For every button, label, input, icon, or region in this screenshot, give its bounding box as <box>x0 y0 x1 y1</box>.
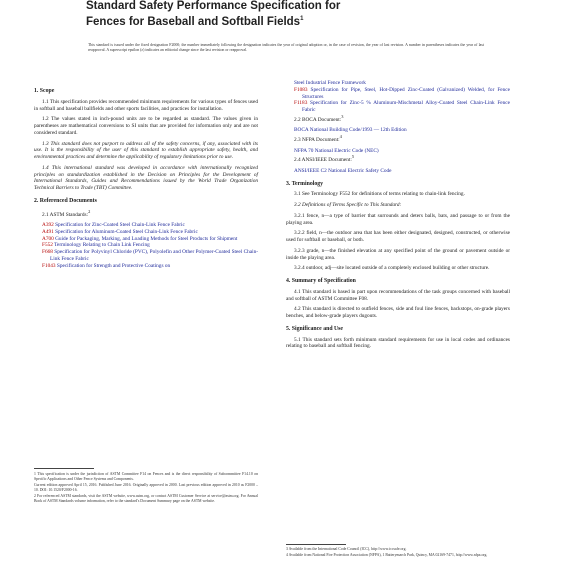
footnote-1: 1 This specification is under the jurisdiction of ASTM Committee F14 on Fences and is the direct responsibility of Subcommittee F14.10 on Specific Applications and Other Fence Systems and Components. <box>34 472 258 481</box>
title-line-1: Standard Safety Performance Specification for <box>86 0 341 12</box>
section-4-heading: 4. Summary of Specification <box>286 278 356 285</box>
para-5-1: 5.1 This standard sets forth minimum standard requirements for use in local codes and ordinances relating to baseball and softball fencing. <box>286 336 510 350</box>
ref-ansi[interactable]: ANSI/IEEE C2 National Electric Safety Code <box>294 167 392 174</box>
footnote-divider-right <box>286 544 346 545</box>
para-3-1: 3.1 See Terminology F552 for definitions of terms relating to chain-link fencing. <box>294 191 465 198</box>
para-1-1: 1.1 This specification provides recommended minimum requirements for various types of fences used in softball and baseball ballfields and other sports facilities, and practices for installation. <box>34 98 258 112</box>
ref-f1043[interactable]: F1043 Specification for Strength and Protective Coatings on <box>42 262 171 269</box>
section-1-heading: 1. Scope <box>34 88 55 94</box>
footnote-3: 3 Available from the International Code Council (ICC), http://www.iccsafe.org. <box>286 547 407 551</box>
para-2-2: 2.2 BOCA Document:$^3$ <box>294 113 344 123</box>
left-column <box>34 82 258 269</box>
ref-f1043-continued[interactable]: Steel Industrial Fence Framework <box>294 80 366 86</box>
footnote-1-edition: Current edition approved April 15, 2016. Published June 2016. Originally approved in 2000. Last previous edition approved in 2010 as F2000 – 10. DOI: 10.1520/F2000-16. <box>34 483 258 492</box>
section-5-heading: 5. Significance and Use <box>286 325 344 332</box>
para-3-2-3: 3.2.3 grade, n—the finished elevation at any specified point of the ground or pavement outside or inside the playing area. <box>286 247 510 261</box>
footnotes-right <box>286 547 510 560</box>
para-2-4: 2.4 ANSI/IEEE Document:$^5$ <box>294 154 355 164</box>
para-3-2-1: 3.2.1 fence, n—a type of barrier that surrounds and deters balls, bats, and passage to or from the playing area. <box>286 212 510 226</box>
designation-note: This standard is issued under the fixed designation F2000; the number immediately following the designation indicates the year of original adoption or, in the case of revision, the year of last revision. A number in parentheses indicates the year of last reapproval. A superscript epsilon (ε) indicates an editorial change since the last revision or reapproval. <box>88 43 484 52</box>
ref-f1183[interactable]: F1183 Specification for Zinc-5 % Aluminum-Mischmetal Alloy-Coated Steel Chain-Link Fence Fabric <box>294 100 510 113</box>
para-1-4: 1.4 This international standard was developed in accordance with internationally recognized principles on standardization established in the Decision on Principles for the Development of International Standards, Guides and Recommendations issued by the World Trade Organization Technical Barriers to Trade (TBT) Committee. <box>34 164 258 191</box>
document-title <box>86 0 486 29</box>
para-3-2-4: 3.2.4 outdoor, adj—site located outside of a completely enclosed building or other structure. <box>294 265 490 272</box>
ref-boca[interactable]: BOCA National Building Code/1993 — 12th Edition <box>294 127 407 134</box>
footnote-4: 4 Available from National Fire Protection Association (NFPA), 1 Batterymarch Park, Quincy, MA 02169-7471, http://www.nfpa.org. <box>286 553 488 558</box>
ref-f1083[interactable]: F1083 Specification for Pipe, Steel, Hot-Dipped Zinc-Coated (Galvanized) Welded, for Fence Structures <box>294 86 510 100</box>
ref-a392[interactable]: A392 Specification for Zinc-Coated Steel Chain-Link Fence Fabric <box>42 222 185 229</box>
para-2-1: 2.1 ASTM Standards:$^2$ <box>42 208 91 218</box>
footnote-divider-left <box>34 468 94 469</box>
para-1-2: 1.2 The values stated in inch-pound units are to be regarded as standard. The values given in parentheses are mathematical conversions to SI units that are provided for information only and are not considered standard. <box>34 116 258 136</box>
para-2-3: 2.3 NFPA Document:$^4$ <box>294 134 342 143</box>
section-2-heading: 2. Referenced Documents <box>34 197 97 204</box>
ref-a491[interactable]: A491 Specification for Aluminum-Coated Steel Chain-Link Fence Fabric <box>42 228 198 235</box>
ref-nfpa[interactable]: NFPA 70 National Electric Code (NEC) <box>294 147 379 154</box>
right-column <box>286 80 510 354</box>
title-line-2: Fences for Baseball and Softball Fields$^1$ <box>86 15 304 28</box>
para-4-2: 4.2 This standard is directed to outfield fences, side and foul line fences, backstops, on-grade players benches, and below-grade players dugouts. <box>286 306 510 320</box>
ref-f668[interactable]: F668 Specification for Polyvinyl Chloride (PVC), Polyolefin and Other Polymer-Coated Steel Chain-Link Fence Fabric <box>42 249 258 262</box>
footnotes-left <box>34 472 258 505</box>
footnote-2: 2 For referenced ASTM standards, visit the ASTM website, www.astm.org, or contact ASTM Customer Service at service@astm.org. For Annual Book of ASTM Standards volume information, refer to the standard's Document Summary page on the ASTM website. <box>34 494 258 503</box>
ref-a700[interactable]: A700 Guide for Packaging, Marking, and Loading Methods for Steel Products for Shipment <box>42 235 238 242</box>
para-1-3: 1.3 This standard does not purport to address all of the safety concerns, if any, associated with its use. It is the responsibility of the user of this standard to establish appropriate safety, health, and environmental practices and determine the applicability of regulatory limitations prior to use. <box>34 140 258 160</box>
para-3-2: 3.2 Definitions of Terms Specific to This Standard: <box>294 202 402 209</box>
title-footnote-marker: 1 <box>300 16 304 22</box>
section-3-heading: 3. Terminology <box>286 180 324 187</box>
para-3-2-2: 3.2.2 field, n—the outdoor area that has been either designated, designed, constructed, or otherwise used for softball or baseball, or both. <box>286 230 510 244</box>
ref-f552[interactable]: F552 Terminology Relating to Chain Link Fencing <box>42 242 150 249</box>
para-4-1: 4.1 This standard is based in part upon recommendations of the task groups concerned with baseball and softball of ASTM Committee F08. <box>286 288 510 302</box>
